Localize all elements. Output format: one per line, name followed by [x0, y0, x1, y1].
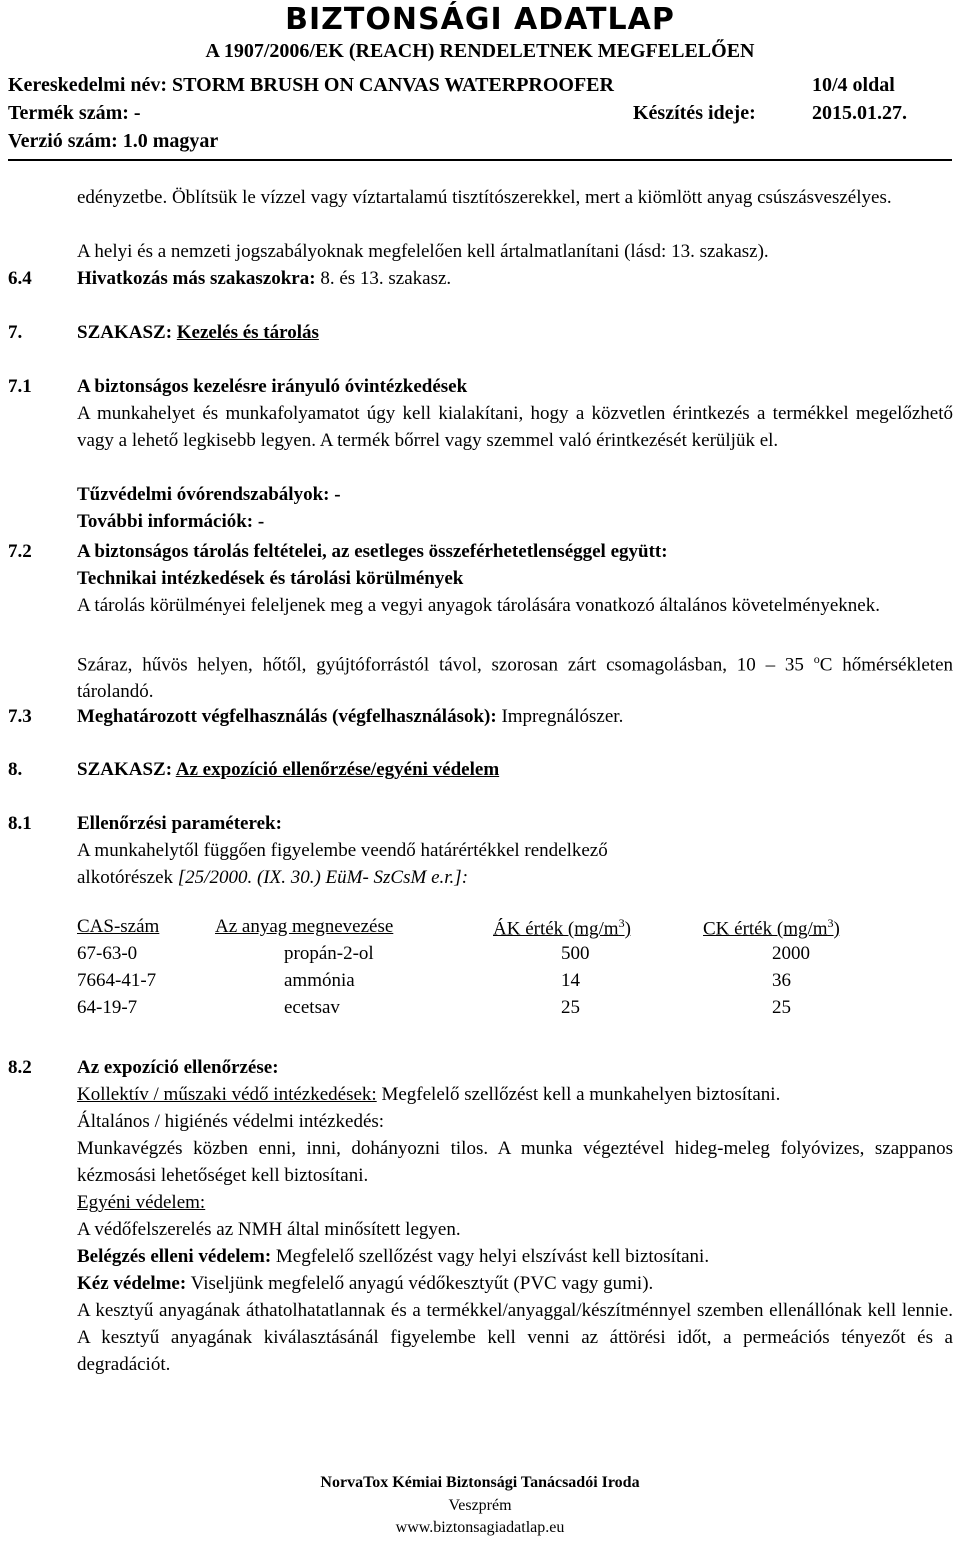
section-7-1-text: A munkahelyet és munkafolyamatot úgy kell kialakítani, hogy a közvetlen érintkezés a termékkel megelőzhető vagy a lehető legkisebb legyen. A termék bőrrel vagy szemmel való érintkezését kerüljük el. [77, 403, 953, 451]
section-number-8-1: 8.1 [8, 813, 32, 834]
glove-material-text: A kesztyű anyagának áthatolhatatlannak és a termékkel/anyaggal/készítménnyel szemben ellenállónak kell lennie. A kesztyű anyagának kiválasztásánál figyelembe kell venni az áttörési időt, a permeációs tényezőt és a degradációt. [77, 1300, 953, 1375]
section-number-8-2: 8.2 [8, 1057, 32, 1078]
section-6-4-label: Hivatkozás más szakaszokra: [77, 268, 316, 289]
trade-name: Kereskedelmi név: STORM BRUSH ON CANVAS WATERPROOFER [8, 74, 614, 96]
table-cell-name: ammónia [284, 970, 355, 991]
table-cell-ak: 14 [561, 970, 580, 991]
section-8-1-text-2 [77, 864, 953, 891]
table-cell-ck: 2000 [772, 943, 810, 964]
disposal-text: A helyi és a nemzeti jogszabályoknak megfelelően kell ártalmatlanítani (lásd: 13. szakasz). [77, 241, 769, 262]
components-text: alkotórészek [77, 867, 178, 888]
regulation-reference: [25/2000. (IX. 30.) EüM- SzCsM e.r.]: [177, 867, 469, 888]
fire-protection-line: Tűzvédelmi óvórendszabályok: - [77, 484, 341, 505]
table-header-ck-sup: 3 [827, 916, 834, 930]
collective-measures-text: Megfelelő szellőzést kell a munkahelyen biztosítani. [376, 1084, 781, 1105]
table-cell-cas: 67-63-0 [77, 943, 138, 964]
exposure-limits-table [77, 916, 883, 1024]
section-number-7-1: 7.1 [8, 376, 32, 397]
table-cell-name: propán-2-ol [284, 943, 374, 964]
degree-sup: o [813, 652, 820, 666]
table-header-ck-text: CK érték (mg/m [703, 918, 828, 940]
respiratory-protection-text: Megfelelő szellőzést vagy helyi elszívást kell biztosítani. [271, 1246, 710, 1267]
storage-temp-text: Száraz, hűvös helyen, hőtől, gyújtóforrástól távol, szorosan zárt csomagolásban, 10 – 35 [77, 654, 814, 676]
section-7-3-label: Meghatározott végfelhasználás (végfelhasználások): [77, 706, 497, 727]
section-7-1-heading: A biztonságos kezelésre irányuló óvintézkedések [77, 376, 468, 397]
respiratory-protection-label: Belégzés elleni védelem: [77, 1246, 272, 1267]
section-number-7: 7. [8, 322, 23, 343]
section-number-7-3: 7.3 [8, 706, 32, 727]
section-8-label: SZAKASZ: [77, 759, 173, 780]
hand-protection-label: Kéz védelme: [77, 1273, 187, 1294]
creation-date: 2015.01.27. [812, 102, 907, 124]
document-title: BIZTONSÁGI ADATLAP [285, 2, 675, 37]
section-7-heading [77, 319, 953, 346]
section-7-2-text-2 [77, 646, 953, 705]
table-header-ak-sup: 3 [618, 916, 625, 930]
table-row [77, 970, 883, 997]
section-7-2-text-1: A tárolás körülményei feleljenek meg a vegyi anyagok tárolására vonatkozó általános követelményeknek. [77, 595, 880, 616]
section-8-title: Az expozíció ellenőrzése/egyéni védelem [175, 759, 500, 780]
hygiene-measures-label: Általános / higiénés védelmi intézkedés: [77, 1111, 385, 1132]
section-7-3-text: Impregnálószer. [496, 706, 624, 727]
hygiene-measures-text: Munkavégzés közben enni, inni, dohányozni tilos. A munka végeztével hideg-meleg folyóvizes, szappanos kézmosási lehetőséget kell biztosítani. [77, 1138, 953, 1186]
section-number-6-4: 6.4 [8, 268, 32, 289]
table-header-ck [703, 916, 883, 943]
table-row [77, 997, 883, 1024]
hand-protection-text: Viseljünk megfelelő anyagú védőkesztyűt (PVC vagy gumi). [186, 1273, 654, 1294]
footer-url: www.biztonsagiadatlap.eu [395, 1519, 565, 1536]
table-header-name: Az anyag megnevezése [215, 916, 394, 937]
footer-city: Veszprém [448, 1497, 512, 1514]
table-cell-ck: 25 [772, 997, 791, 1018]
table-cell-name: ecetsav [284, 997, 340, 1018]
table-header-ak-text: ÁK érték (mg/m [493, 918, 619, 940]
individual-protection-text: A védőfelszerelés az NMH által minősített legyen. [77, 1219, 461, 1240]
storage-temp-text-end: C hőmérsékleten tárolandó. [77, 654, 953, 703]
continuation-text: edényzetbe. Öblítsük le vízzel vagy víztartalamú tisztítószerekkel, mert a kiömlött anyag csúszásveszélyes. [77, 187, 892, 208]
section-8-heading [77, 756, 953, 783]
collective-measures-label: Kollektív / műszaki védő intézkedések: [77, 1084, 377, 1105]
date-label: Készítés ideje: [633, 102, 756, 124]
table-cell-ak: 25 [561, 997, 580, 1018]
section-7-2-subheading: Technikai intézkedések és tárolási körülmények [77, 568, 464, 589]
section-7-title: Kezelés és tárolás [176, 322, 319, 343]
section-6-4 [77, 265, 953, 292]
respiratory-protection [77, 1243, 953, 1270]
table-header-ak [493, 916, 703, 943]
table-cell-ak: 500 [561, 943, 590, 964]
section-7-2-heading: A biztonságos tárolás feltételei, az esetleges összeférhetetlenséggel együtt: [77, 541, 668, 562]
section-8-1-text-1: A munkahelytől függően figyelembe veendő határértékkel rendelkező [77, 840, 608, 861]
section-8-1-heading: Ellenőrzési paraméterek: [77, 813, 282, 834]
page-number: 10/4 oldal [812, 74, 895, 96]
table-header-row [77, 916, 883, 943]
section-7-label: SZAKASZ: [77, 322, 173, 343]
table-header-cas: CAS-szám [77, 916, 160, 937]
product-number: Termék szám: - [8, 102, 141, 124]
hand-protection [77, 1270, 953, 1297]
footer-organization: NorvaTox Kémiai Biztonsági Tanácsadói Iroda [320, 1474, 640, 1491]
table-cell-ck: 36 [772, 970, 791, 991]
section-7-3 [77, 703, 953, 730]
section-number-8: 8. [8, 759, 23, 780]
table-header-ck-close: ) [833, 918, 840, 940]
further-info-line: További információk: - [77, 511, 265, 532]
table-cell-cas: 7664-41-7 [77, 970, 157, 991]
section-number-7-2: 7.2 [8, 541, 32, 562]
table-row [77, 943, 883, 970]
document-subtitle: A 1907/2006/EK (REACH) RENDELETNEK MEGFELELŐEN [205, 40, 755, 62]
section-8-2-heading: Az expozíció ellenőrzése: [77, 1057, 279, 1078]
section-6-4-text: 8. és 13. szakasz. [315, 268, 452, 289]
table-cell-cas: 64-19-7 [77, 997, 138, 1018]
collective-measures [77, 1081, 953, 1108]
version-number: Verzió szám: 1.0 magyar [8, 130, 219, 152]
individual-protection-label: Egyéni védelem: [77, 1192, 206, 1213]
header-divider [8, 159, 952, 161]
table-header-ak-close: ) [624, 918, 631, 940]
